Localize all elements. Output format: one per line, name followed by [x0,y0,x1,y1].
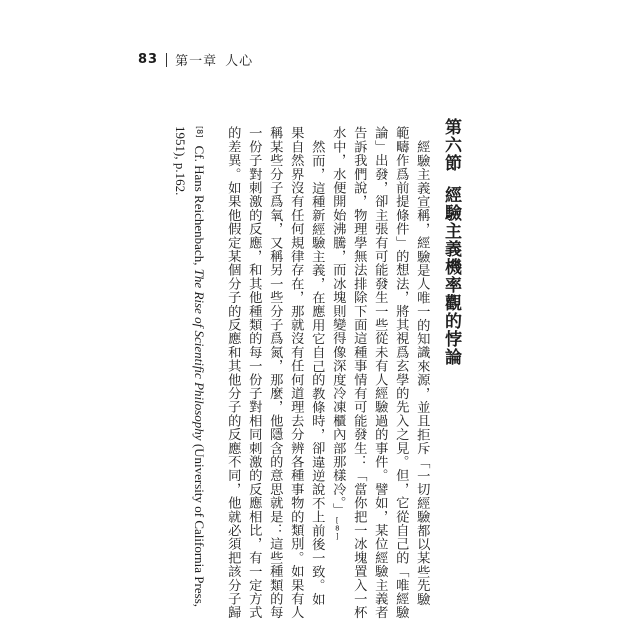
body-line-8: 稱某些分子爲氧，又稱另一些分子爲氮，那麼，他隱含的意思就是：這些種類的每 [267,126,283,620]
section-heading [442,118,459,366]
body-line-2: 範疇作爲前提條件」的想法，將其視爲玄學的先入之見。但，它從自己的「唯經驗 [393,126,409,620]
running-header [138,50,253,69]
page-number: 83 [138,52,159,67]
footnote-reference: [8] [333,516,342,541]
body-line-5 [331,126,344,541]
chapter-title: 人心 [225,54,254,69]
section-number: 第六節 [441,118,461,172]
body-line-3: 論」出發，卻主張有可能發生一些從未有人經驗過的事件。譬如，某位經驗主義者 [372,126,388,620]
footnote-author: Cf. Hans Reichenbach, [192,145,207,266]
footnote-line-1 [193,126,206,607]
footnote-publisher: (University of California Press, [192,443,207,608]
section-title: 經驗主義機率觀的悖論 [441,186,461,366]
header-divider [166,53,167,67]
body-line-5-text: 水中，水便開始沸騰，而冰塊則變得像深度冷凍櫃內部那樣冷。」 [330,126,346,517]
footnote-line-2: 1951), p.162. [173,126,188,196]
body-line-7: 果自然界沒有任何規律存在，那就沒有任何道理去分辨各種事物的類別。如果有人 [288,126,304,620]
footnote-marker: [8] [195,126,204,138]
body-line-4: 告訴我們說，物理學無法排除下面這種事情有可能發生：「當你把一冰塊置入一杯 [351,126,367,620]
body-line-10: 的差異。如果他假定某個分子的反應和其他分子的反應不同，他就必須把該分子歸 [225,126,241,620]
body-line-6: 然而，這種新經驗主義，在應用它自己的教條時，卻違逆說不上前後一致。如 [309,140,325,606]
footnote-book-title: The Rise of Scientific Philosophy [192,268,207,441]
body-line-1: 經驗主義宣稱，經驗是人唯一的知識來源，並且拒斥「一切經驗都以某些先驗 [414,140,430,606]
body-line-9: 一份子對刺激的反應，和其他種類的每一份子對相同刺激的反應相比，有一定方式 [246,126,262,620]
chapter-label: 第一章 [175,54,218,69]
